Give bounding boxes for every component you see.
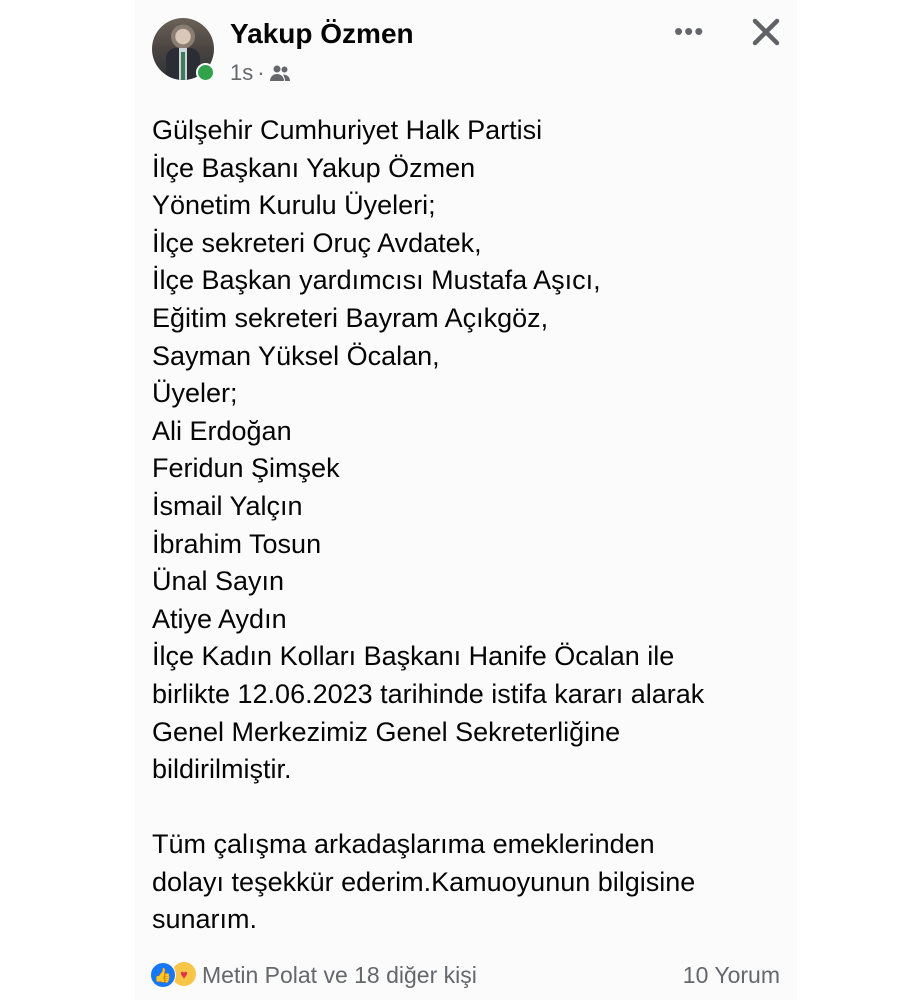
reactions-summary[interactable]: Metin Polat ve 18 diğer kişi [202, 961, 477, 988]
post-text-line: Ünal Sayın [152, 566, 285, 597]
author-name[interactable]: Yakup Özmen [230, 18, 414, 49]
post-text-line: İlçe Kadın Kolları Başkanı Hanife Öcalan ile [152, 641, 675, 672]
more-options-button[interactable]: ••• [674, 16, 705, 46]
avatar-tie [181, 52, 185, 80]
post-body-text [152, 112, 704, 939]
post-footer [150, 958, 780, 992]
post-text-line: birlikte 12.06.2023 tarihinde istifa kararı alarak [152, 678, 705, 709]
post-time[interactable]: 1s [230, 60, 254, 85]
post-text-line: İsmail Yalçın [152, 490, 303, 521]
post-text-line: Tüm çalışma arkadaşlarıma emeklerinden [152, 829, 655, 860]
post-text-line: İlçe Başkanı Yakup Özmen [152, 152, 476, 183]
post-meta [230, 60, 291, 86]
comments-count[interactable]: 10 Yorum [682, 961, 780, 988]
post-text-line: Yönetim Kurulu Üyeleri; [152, 190, 436, 221]
post-blank-line [152, 789, 704, 827]
meta-separator: · [257, 60, 265, 85]
like-reaction-icon: 👍 [150, 962, 176, 988]
post-text-line: İlçe sekreteri Oruç Avdatek, [152, 227, 482, 258]
post-text-line: sunarım. [152, 904, 258, 935]
post-text-line: Genel Merkezimiz Genel Sekreterliğine [152, 716, 621, 747]
reaction-icons[interactable] [150, 962, 196, 988]
online-status-dot [196, 63, 215, 82]
close-icon[interactable] [748, 14, 784, 50]
post-text-line: İbrahim Tosun [152, 528, 322, 559]
post-text-line: Sayman Yüksel Öcalan, [152, 340, 440, 371]
post-text-line: Gülşehir Cumhuriyet Halk Partisi [152, 115, 543, 145]
post-text-line: Üyeler; [152, 378, 238, 409]
friends-icon [269, 64, 291, 82]
post-text-line: dolayı teşekkür ederim.Kamuoyunun bilgisine [152, 866, 696, 897]
post-text-line: İlçe Başkan yardımcısı Mustafa Aşıcı, [152, 265, 601, 296]
post-text-line: Eğitim sekreteri Bayram Açıkgöz, [152, 302, 549, 333]
post-text-line: bildirilmiştir. [152, 754, 292, 785]
post-text-line: Atiye Aydın [152, 603, 287, 634]
post-text-line: Feridun Şimşek [152, 453, 340, 484]
care-reaction-icon: ♥ [172, 962, 196, 986]
post-text-line: Ali Erdoğan [152, 415, 292, 446]
